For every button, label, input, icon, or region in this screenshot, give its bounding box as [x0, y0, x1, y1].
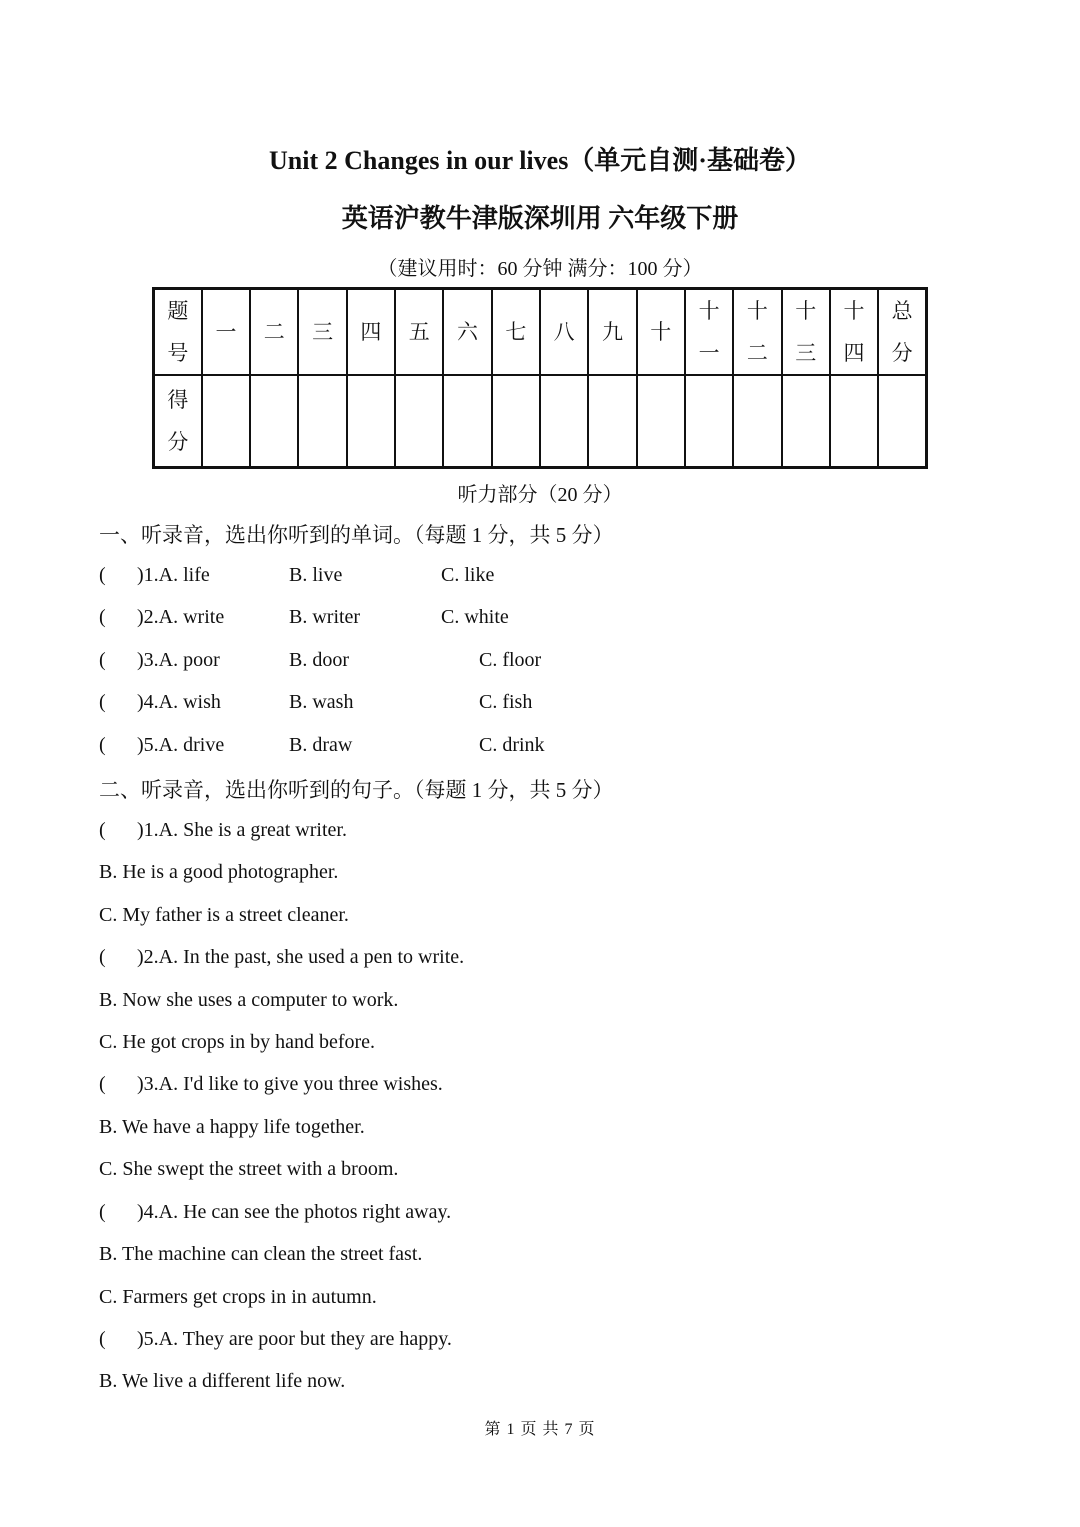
header-cell-14: 十 四	[830, 289, 878, 376]
option-c: C. fish	[479, 691, 533, 713]
header-label-cell: 题 号	[154, 289, 202, 376]
header-cell-9: 九	[588, 289, 636, 376]
option-b: B. wash	[289, 691, 354, 713]
section1-heading: 一、听录音，选出你听到的单词。（每题 1 分，共 5 分）	[99, 523, 614, 547]
score-cell	[540, 375, 588, 467]
option-b: B. door	[289, 649, 349, 671]
answer-blank: (	[99, 564, 106, 586]
sentence-option-a: )3.A. I'd like to give you three wishes.	[137, 1073, 443, 1095]
option-b: B. writer	[289, 606, 361, 628]
option-a: )4.A. wish	[137, 691, 221, 713]
score-cell	[878, 375, 926, 467]
page-footer: 第 1 页 共 7 页	[484, 1421, 596, 1438]
header-cell-3: 三	[298, 289, 346, 376]
score-table	[152, 287, 928, 469]
header-cell-6: 六	[443, 289, 491, 376]
option-c: C. white	[441, 606, 509, 628]
answer-blank: (	[99, 606, 106, 628]
score-cell	[395, 375, 443, 467]
header-cell-7: 七	[492, 289, 540, 376]
time-score-info: （建议用时：60 分钟 满分：100 分）	[377, 258, 703, 280]
option-b: B. live	[289, 564, 343, 586]
sentence-option-b: B. We have a happy life together.	[99, 1116, 365, 1138]
option-c: C. floor	[479, 649, 542, 671]
header-cell-2: 二	[250, 289, 298, 376]
page-subtitle: 英语沪教牛津版深圳用 六年级下册	[341, 204, 739, 233]
score-cell	[830, 375, 878, 467]
page-title: Unit 2 Changes in our lives（单元自测·基础卷）	[269, 146, 811, 175]
sentence-option-c: C. He got crops in by hand before.	[99, 1031, 376, 1053]
answer-blank: (	[99, 1328, 106, 1350]
sentence-option-b: B. He is a good photographer.	[99, 861, 339, 883]
sentence-option-b: B. We live a different life now.	[99, 1370, 346, 1392]
score-cell	[298, 375, 346, 467]
answer-blank: (	[99, 1201, 106, 1223]
header-cell-11: 十 一	[685, 289, 733, 376]
option-a: )1.A. life	[137, 564, 210, 586]
answer-blank: (	[99, 691, 106, 713]
answer-blank: (	[99, 819, 106, 841]
sentence-option-a: )5.A. They are poor but they are happy.	[137, 1328, 452, 1350]
score-cell	[733, 375, 781, 467]
header-cell-5: 五	[395, 289, 443, 376]
sentence-option-a: )1.A. She is a great writer.	[137, 819, 347, 841]
score-label-cell: 得 分	[154, 375, 202, 467]
option-b: B. draw	[289, 734, 353, 756]
header-cell-12: 十 二	[733, 289, 781, 376]
score-table-score-row	[154, 375, 927, 467]
sentence-option-c: C. My father is a street cleaner.	[99, 904, 349, 926]
sentence-option-c: C. She swept the street with a broom.	[99, 1158, 399, 1180]
answer-blank: (	[99, 946, 106, 968]
sentence-option-a: )2.A. In the past, she used a pen to write.	[137, 946, 465, 968]
listening-heading: 听力部分（20 分）	[457, 484, 623, 506]
header-cell-1: 一	[202, 289, 250, 376]
score-cell	[202, 375, 250, 467]
header-cell-total: 总 分	[878, 289, 926, 376]
option-a: )5.A. drive	[137, 734, 225, 756]
header-cell-10: 十	[637, 289, 685, 376]
sentence-option-a: )4.A. He can see the photos right away.	[137, 1201, 452, 1223]
answer-blank: (	[99, 1073, 106, 1095]
sentence-option-b: B. Now she uses a computer to work.	[99, 989, 399, 1011]
option-c: C. like	[441, 564, 495, 586]
answer-blank: (	[99, 649, 106, 671]
score-cell	[347, 375, 395, 467]
header-cell-8: 八	[540, 289, 588, 376]
header-cell-4: 四	[347, 289, 395, 376]
score-cell	[637, 375, 685, 467]
score-cell	[443, 375, 491, 467]
header-cell-13: 十 三	[782, 289, 830, 376]
option-a: )3.A. poor	[137, 649, 220, 671]
score-cell	[588, 375, 636, 467]
option-a: )2.A. write	[137, 606, 225, 628]
answer-blank: (	[99, 734, 106, 756]
score-cell	[492, 375, 540, 467]
option-c: C. drink	[479, 734, 545, 756]
sentence-option-b: B. The machine can clean the street fast.	[99, 1243, 423, 1265]
score-cell	[685, 375, 733, 467]
score-cell	[250, 375, 298, 467]
sentence-option-c: C. Farmers get crops in in autumn.	[99, 1286, 377, 1308]
score-cell	[782, 375, 830, 467]
score-table-header-row	[154, 289, 927, 376]
section2-heading: 二、听录音，选出你听到的句子。（每题 1 分，共 5 分）	[99, 778, 614, 802]
